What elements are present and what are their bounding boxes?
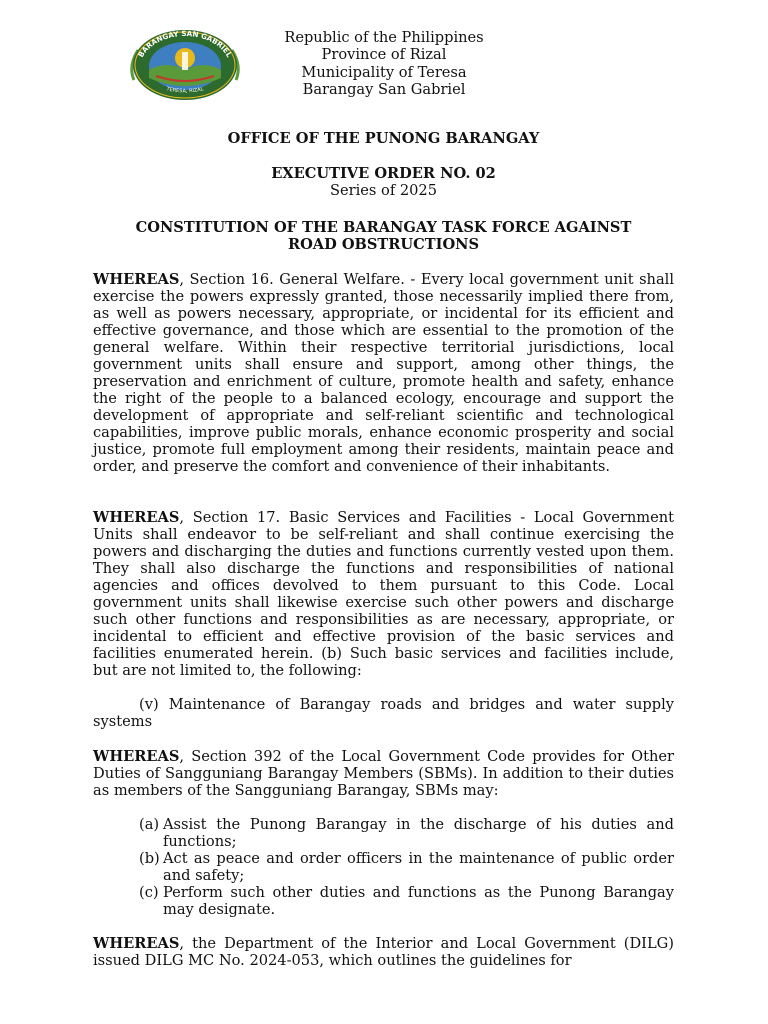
- header-barangay: Barangay San Gabriel: [302, 80, 466, 98]
- paragraph-text: , Section 16. General Welfare. - Every local government unit shall exercise the powers expressly granted, those necessarily implied there from, as well as powers necessary, appropriate, or incidental for its efficient and effective governance, and those which are essential to the promotion of the general welfare. Within their respective territorial jurisdictions, local government units shall ensure and support, among other things, the preservation and enrichment of culture, promote health and safety, enhance the right of the people to a balanced ecology, encourage and support the development of appropriate and self-reliant scientific and technological capabilities, improve public morals, enhance economic prosperity and social justice, promote full employment among their residents, maintain peace and order, and preserve the comfort and convenience of their inhabitants.: [93, 271, 674, 475]
- office-title: OFFICE OF THE PUNONG BARANGAY: [227, 130, 540, 147]
- subject-title-line1: CONSTITUTION OF THE BARANGAY TASK FORCE AGAINST: [135, 219, 632, 236]
- seal-bottom-text: TERESA, RIZAL: [165, 86, 205, 95]
- list-item-text: Assist the Punong Barangay in the discharge of his duties and functions;: [163, 816, 674, 850]
- list-item: [93, 816, 674, 850]
- list-item: [93, 850, 674, 884]
- whereas-label: WHEREAS: [93, 748, 180, 765]
- whereas-label: WHEREAS: [93, 509, 180, 526]
- header-province: Province of Rizal: [321, 46, 447, 64]
- list-item-text: Perform such other duties and functions as the Punong Barangay may designate.: [163, 884, 674, 918]
- whereas-label: WHEREAS: [93, 935, 180, 952]
- whereas-paragraph-4: [93, 935, 674, 969]
- whereas-paragraph-3: [93, 748, 674, 799]
- sbm-duties-list: [93, 816, 674, 918]
- executive-order-title: EXECUTIVE ORDER NO. 02: [271, 165, 496, 182]
- list-marker: (b): [139, 850, 160, 867]
- paragraph-text: , Section 392 of the Local Government Code provides for Other Duties of Sangguniang Barangay Members (SBMs). In addition to their duties as members of the Sangguniang Barangay, SBMs may:: [93, 748, 674, 799]
- letterhead: [268, 29, 500, 98]
- whereas-paragraph-1: [93, 271, 674, 475]
- list-marker: (a): [139, 816, 160, 833]
- barangay-seal-logo: [126, 28, 244, 102]
- road-maintenance-item: (v) Maintenance of Barangay roads and bridges and water supply systems: [93, 696, 674, 730]
- paragraph-text: , Section 17. Basic Services and Facilities - Local Government Units shall endeavor to be self-reliant and shall continue exercising the powers and discharging the duties and functions currently vested upon them. They shall also discharge the functions and responsibilities of national agencies and offices devolved to them pursuant to this Code. Local government units shall likewise exercise such other powers and discharge such other functions and responsibilities as are necessary, appropriate, or incidental to efficient and effective provision of the basic services and facilities enumerated herein. (b) Such basic services and facilities include, but are not limited to, the following:: [93, 509, 674, 679]
- whereas-label: WHEREAS: [93, 271, 180, 288]
- seal-top-text: BARANGAY SAN GABRIEL: [136, 28, 234, 59]
- header-republic: Republic of the Philippines: [284, 29, 484, 46]
- list-marker: (c): [139, 884, 159, 901]
- whereas-paragraph-2: [93, 509, 674, 679]
- series-line: Series of 2025: [329, 182, 437, 199]
- subject-title-line2: ROAD OBSTRUCTIONS: [287, 236, 480, 253]
- list-item-text: Act as peace and order officers in the maintenance of public order and safety;: [163, 850, 674, 884]
- header-municipality: Municipality of Teresa: [301, 63, 467, 81]
- paragraph-text: , the Department of the Interior and Local Government (DILG) issued DILG MC No. 2024-053, which outlines the guidelines for: [93, 935, 674, 969]
- list-item: [93, 884, 674, 918]
